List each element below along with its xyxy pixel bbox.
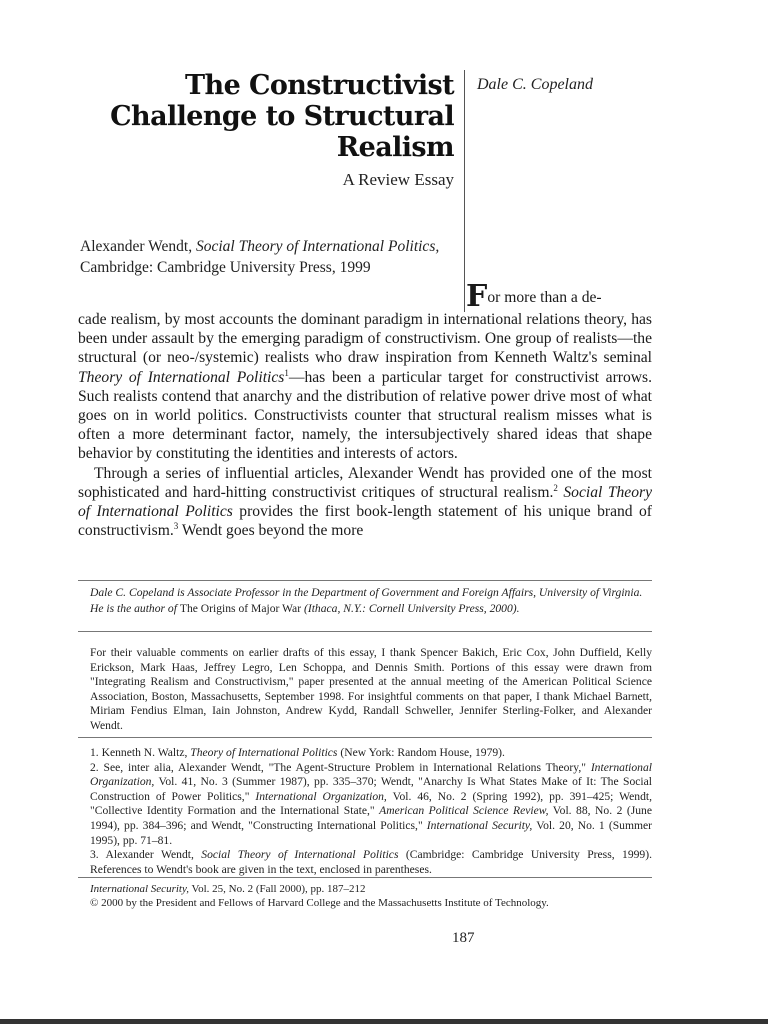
paragraph-2 [78,464,652,541]
note2-text-c: Vol. 41, No. 3 (Summer 1987), pp. 335–370; Wendt, "Anarchy Is What States Make of It: The Social Construction of Power Politics," [90,775,652,803]
footnotes [90,746,652,877]
book-title-wendt: Social Theory of International Politics [78,483,653,521]
article-subtitle: A Review Essay [342,170,454,189]
footnote-ref-2[interactable]: 2 [553,482,558,493]
footnote-divider [78,580,652,581]
opening-text: or more than a de- [487,289,602,306]
journal-name: International Security, [90,883,189,895]
article-title [80,70,454,163]
bio-text-c: (Ithaca, N.Y.: Cornell University Press, 2000). [303,601,520,615]
scan-bottom-edge [0,1019,768,1024]
copyright-line: © 2000 by the President and Fellows of Harvard College and the Massachusetts Institute of Technology. [90,897,549,909]
bio-text-a: Dale C. Copeland is Associate Professor in the Department of Government and Foreign Affairs, University of Virginia. He is the author of [90,586,643,615]
para1-text-a: cade realism, by most accounts the dominant paradigm in international relations theory, has been under assault by the emerging paradigm of constructivism. One group of realists—the structural (or neo-/systemic) realists who draw inspiration from Kenneth Waltz's seminal [78,311,652,367]
note1-text-c: (New York: Random House, 1979). [340,746,505,759]
note2-journal-1: International Organization, [90,760,652,789]
title-line: Realism [336,132,454,163]
para1-text-c: —has been a particular target for constructivist arrows. Such realists contend that anarchy and the distribution of relative power drive most of what goes on in world politics. Constructivists counter that structural realism misses what is often a more determinant factor, namely, the intersubjectively shared ideas that shape behavior by constituting the identities and interests of actors. [78,368,653,463]
note1-title: Theory of International Politics [190,746,338,759]
journal-divider [78,877,652,878]
note2-text-e: Vol. 46, No. 2 (Spring 1992), pp. 391–425; Wendt, "Collective Identity Formation and the International State," [90,789,652,818]
bio-divider [78,631,652,632]
acknowledgments: For their valuable comments on earlier drafts of this essay, I thank Spencer Bakich, Eric Cox, John Duffield, Kelly Erickson, Mark Haas, Jeffrey Legro, Len Schoppa, and Dennis Smith. Portions of this essay were drawn from "Integrating Realism and Constructivism," paper presented at the annual meeting of the American Political Science Association, Boston, Massachusetts, September 1998. For insightful comments on that paper, I thank Michael Barnett, Miriam Fendius Elman, Iain Johnston, Andrew Kydd, Randall Schweller, Jennifer Sterling-Folker, and Alexander Wendt. [90,646,652,732]
journal-info [90,882,652,910]
footnote-3 [90,848,652,877]
note2-journal-3: American Political Science Review, [379,804,549,818]
article-author: Dale C. Copeland [477,76,593,93]
article-body [78,279,653,540]
paragraph-opening [78,279,652,314]
footnote-1 [90,746,652,761]
note3-title: Social Theory of International Politics [201,848,399,862]
journal-volume: Vol. 25, No. 2 (Fall 2000), pp. 187–212 [191,883,366,895]
notes-divider [78,737,652,738]
para2-text-c: provides the first book-length statement of his unique brand of constructivism. [78,503,652,540]
footnote-2 [90,761,652,849]
bio-book-title: The Origins of Major War [179,601,302,615]
drop-cap: F [466,279,488,314]
reviewed-book-publisher: Cambridge: Cambridge University Press, 1999 [80,259,371,276]
page-number: 187 [452,930,475,946]
journal-citation [90,882,652,896]
note3-text-c: (Cambridge: Cambridge University Press, 1999). References to Wendt's book are given in the text, enclosed in parentheses. [90,848,652,876]
para2-text-a: Through a series of influential articles, Alexander Wendt has provided one of the most sophisticated and hard-hitting constructivist critiques of structural realism. [78,464,652,501]
note1-text-a: 1. Kenneth N. Waltz, [90,746,188,759]
reviewed-book-author: Alexander Wendt, [80,238,193,255]
note2-journal-2: International Organization, [255,789,387,803]
footnote-ref-1[interactable]: 1 [284,367,289,378]
author-bio [90,585,652,616]
note2-text-g: Vol. 88, No. 2 (June 1994), pp. 384–396; and Wendt, "Constructing International Politics," [90,804,652,832]
reviewed-book-citation [80,236,450,278]
footnote-ref-3[interactable]: 3 [173,521,179,532]
note2-journal-4: International Security, [426,818,533,832]
reviewed-book-title: Social Theory of International Politics, [195,238,440,255]
title-line: The Constructivist [185,70,454,101]
note2-text-i: Vol. 20, No. 1 (Summer 1995), pp. 71–81. [90,818,652,847]
book-title-waltz: Theory of International Politics [78,368,285,386]
note3-text-a: 3. Alexander Wendt, [90,848,194,862]
para2-text-d: Wendt goes beyond the more [181,522,364,540]
title-divider [464,70,465,312]
paragraph-1 [78,310,652,464]
title-line: Challenge to Structural [110,101,454,132]
note2-text-a: 2. See, inter alia, Alexander Wendt, "The Agent-Structure Problem in International Relations Theory," [90,760,586,774]
